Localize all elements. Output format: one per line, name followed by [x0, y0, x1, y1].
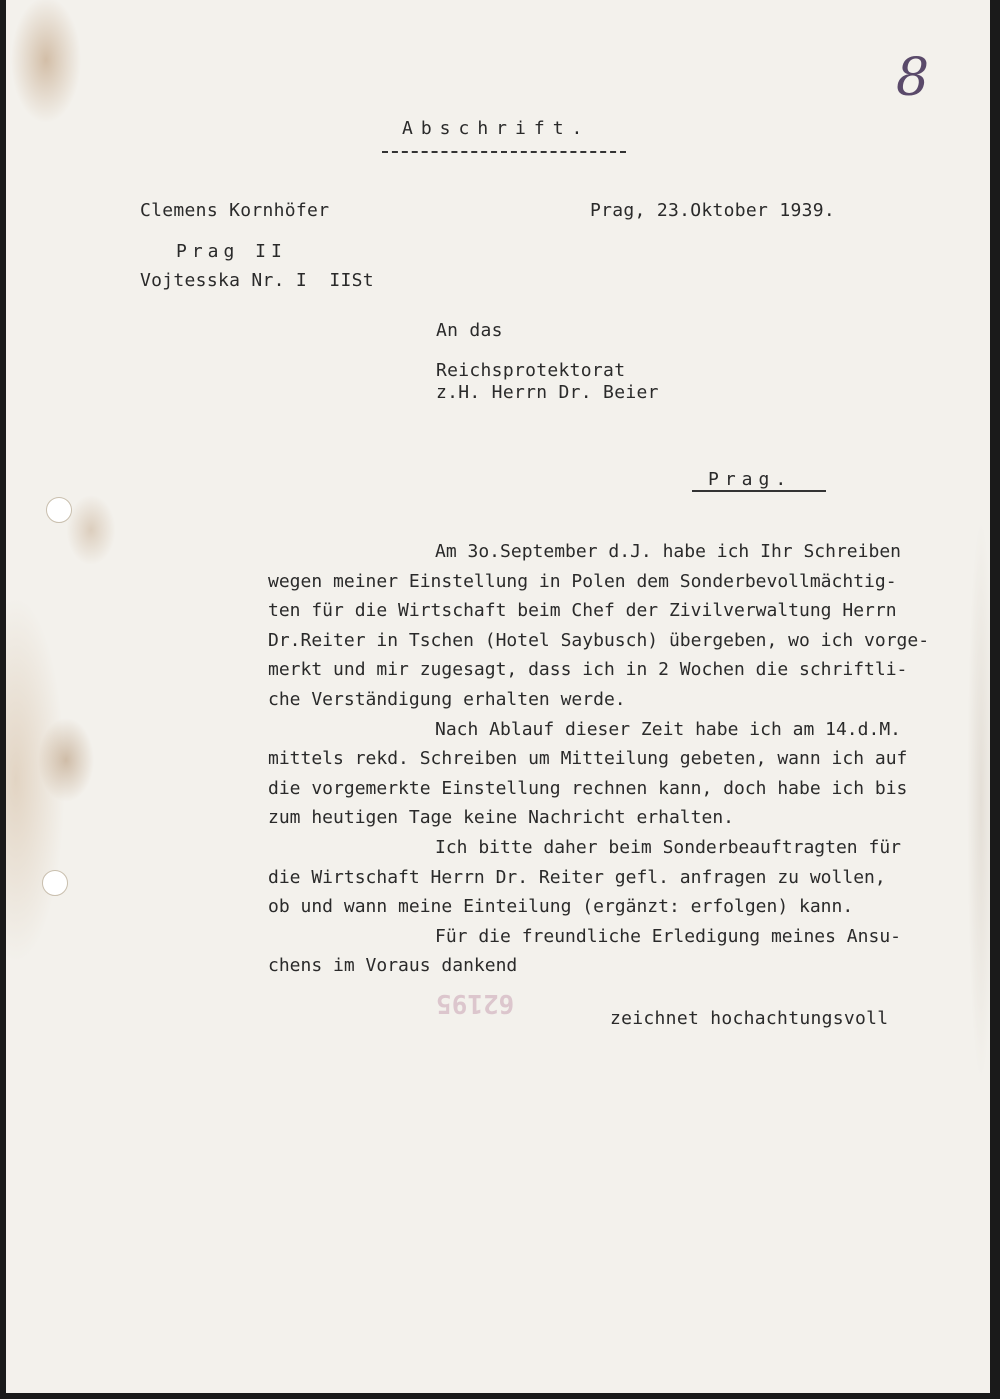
body-line: die vorgemerkte Einstellung rechnen kann, doch habe ich bis [268, 777, 908, 799]
letter-date: Prag, 23.Oktober 1939. [590, 200, 836, 221]
body-line: chens im Voraus dankend [268, 955, 518, 977]
page-number-handwritten: 8 [896, 48, 930, 108]
punch-hole-top [46, 497, 72, 523]
body-line: zum heutigen Tage keine Nachricht erhalten. [268, 807, 734, 829]
body-line: mittels rekd. Schreiben um Mitteilung gebeten, wann ich auf [268, 748, 908, 770]
letter-body [268, 537, 988, 981]
body-line: Für die freundliche Erledigung meines Ansu- [435, 925, 901, 947]
body-line: che Verständigung erhalten werde. [268, 688, 626, 710]
document-title: Abschrift. [402, 118, 591, 139]
letter-sheet [6, 0, 990, 1393]
body-line: merkt und mir zugesagt, dass ich in 2 Wochen die schriftli- [268, 659, 908, 681]
body-line: Nach Ablauf dieser Zeit habe ich am 14.d.M. [435, 718, 901, 740]
sender-city: Prag II [176, 241, 287, 262]
body-line: Ich bitte daher beim Sonderbeauftragten für [435, 836, 901, 858]
archive-stamp: 62195 [436, 988, 515, 1018]
body-line: Dr.Reiter in Tschen (Hotel Saybusch) übergeben, wo ich vorge- [268, 629, 930, 651]
recipient-city: Prag. [708, 469, 793, 490]
title-underline [382, 151, 626, 153]
body-line: wegen meiner Einstellung in Polen dem Sonderbevollmächtig- [268, 570, 897, 592]
sender-street: Vojtesska Nr. I IISt [140, 270, 374, 291]
recipient-prefix: An das [436, 320, 503, 341]
sender-name: Clemens Kornhöfer [140, 200, 330, 221]
recipient-city-underline [692, 490, 826, 492]
body-line: ob und wann meine Einteilung (ergänzt: erfolgen) kann. [268, 896, 854, 918]
closing-line: zeichnet hochachtungsvoll [610, 1008, 889, 1029]
recipient-attention: z.H. Herrn Dr. Beier [436, 382, 659, 403]
body-line: die Wirtschaft Herrn Dr. Reiter gefl. anfragen zu wollen, [268, 866, 886, 888]
punch-hole-bottom [42, 870, 68, 896]
body-line: Am 3o.September d.J. habe ich Ihr Schreiben [435, 541, 901, 562]
body-line: ten für die Wirtschaft beim Chef der Zivilverwaltung Herrn [268, 600, 897, 622]
recipient-office: Reichsprotektorat [436, 360, 626, 381]
